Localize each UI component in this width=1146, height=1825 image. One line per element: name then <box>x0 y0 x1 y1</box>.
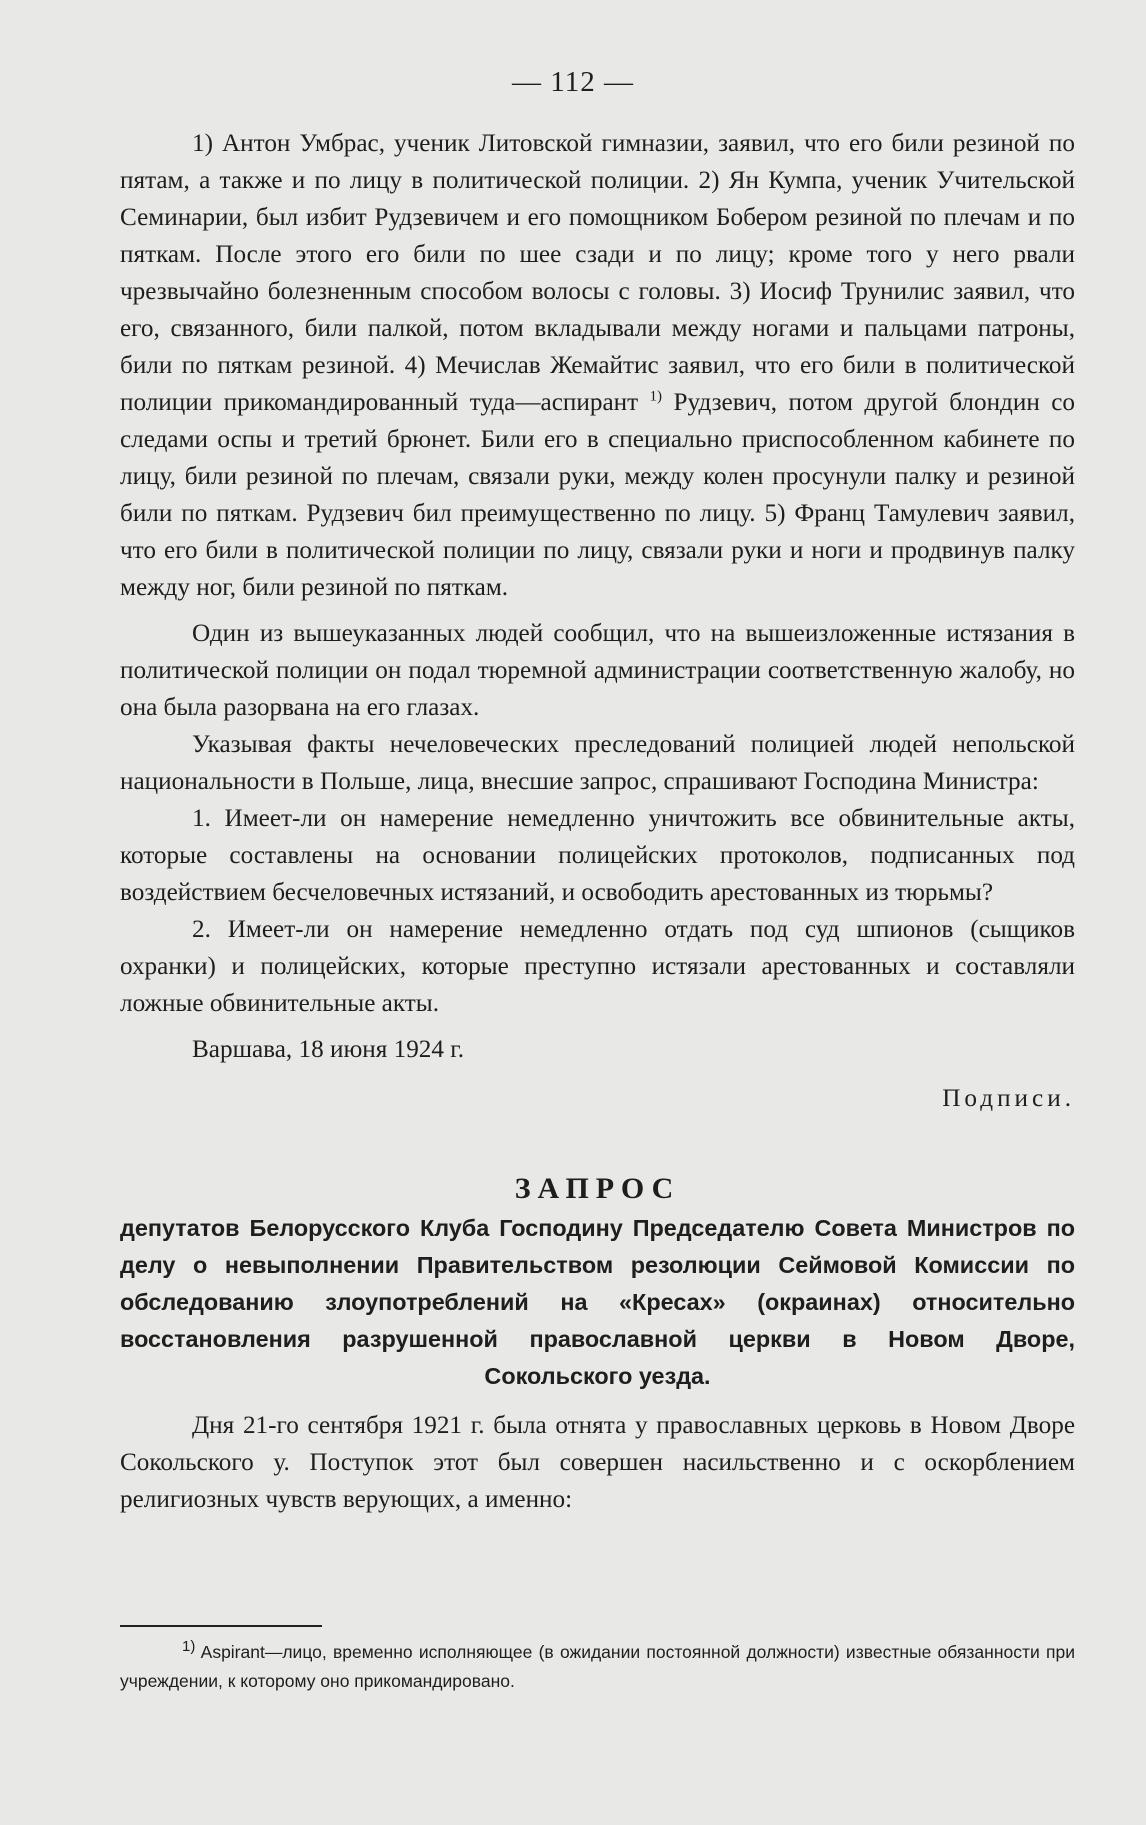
signatures: Подписи. <box>942 1085 1075 1112</box>
date-line: Варшава, 18 июня 1924 г. <box>192 1036 465 1063</box>
footnote-divider <box>120 1625 322 1627</box>
paragraph-testimonies <box>120 125 1075 606</box>
footnote-mark: 1) <box>182 1638 196 1656</box>
paragraph-complaint: Один из вышеуказанных людей сообщил, что на вышеизложенные истязания в политической полиции он подал тюремной администрации соответственную жалобу, но она была разорвана на его глазах. <box>120 620 1075 721</box>
paragraph-question-2: 2. Имеет-ли он намерение немедленно отдать под суд шпионов (сыщиков охранки) и полицейских, которые преступно истязали арестованных и составляли ложные обвинительные акты. <box>120 916 1075 1017</box>
section-subheading: депутатов Белорусского Клуба Господину Председателю Совета Министров по делу о невыполнении Правительством резолюции Сеймовой Комиссии по обследованию злоупотреблений на «Кресах» (окраинах) относительно восстановления разрушенной православной церкви в Новом Дворе, Сокольского уезда. <box>120 1215 1075 1389</box>
footnote-reference: 1) <box>649 388 663 405</box>
footnote <box>120 1638 1075 1696</box>
section-heading: ЗАПРОС <box>514 1172 681 1205</box>
footnote-term: Aspirant <box>200 1642 265 1662</box>
section-body <box>120 1407 1075 1518</box>
paragraph-testimonies-tail: Рудзевич, потом другой блондин со следами оспы и третий брюнет. Били его в специально приспособленном кабинете по лицу, били резиной по плечам, связали руки, между колен просунули палку и резиной били по пяткам. Рудзевич бил преимущественно по лицу. 5) Франц Тамулевич заявил, что его били в политической полиции по лицу, связали руки и ноги и продвинув палку между ног, били резиной по пяткам. <box>120 389 1076 601</box>
paragraph-church: Дня 21-го сентября 1921 г. была отнята у православных церковь в Новом Дворе Сокольского у. Поступок этот был совершен насильственно и с оскорблением религиозных чувств верующих, а именно: <box>120 1412 1075 1513</box>
paragraph-question-intro: Указывая факты нечеловеческих преследований полицией людей непольской национальности в Польше, лица, внесшие запрос, спрашивают Господина Министра: <box>120 731 1075 795</box>
paragraph-question-1: 1. Имеет-ли он намерение немедленно уничтожить все обвинительные акты, которые составлены на основании полицейских протоколов, подписанных под воздействием бесчеловечных истязаний, и освободить арестованных из тюрьмы? <box>120 805 1075 906</box>
footnote-text: —лицо, временно исполняющее (в ожидании постоянной должности) известные обязанности при учреждении, к которому оно прикомандировано. <box>120 1642 1075 1691</box>
page-number: — 112 — <box>512 66 634 98</box>
paragraph-testimonies-head: 1) Антон Умбрас, ученик Литовской гимназии, заявил, что его били резиной по пятам, а также и по лицу в политической полиции. 2) Ян Кумпа, ученик Учительской Семинарии, был избит Рудзевичем и его помощником Бобером резиной по плечам и по пяткам. После этого его били по шее сзади и по лицу; кроме того у него рвали чрезвычайно болезненным способом волосы с головы. 3) Иосиф Трунилис заявил, что его, связанного, били палкой, потом вкладывали между ногами и пальцами патроны, били по пяткам резиной. 4) Мечислав Жемайтис заявил, что его били в политической полиции прикомандированный туда—аспирант <box>120 130 1075 416</box>
main-text <box>120 125 1075 1518</box>
